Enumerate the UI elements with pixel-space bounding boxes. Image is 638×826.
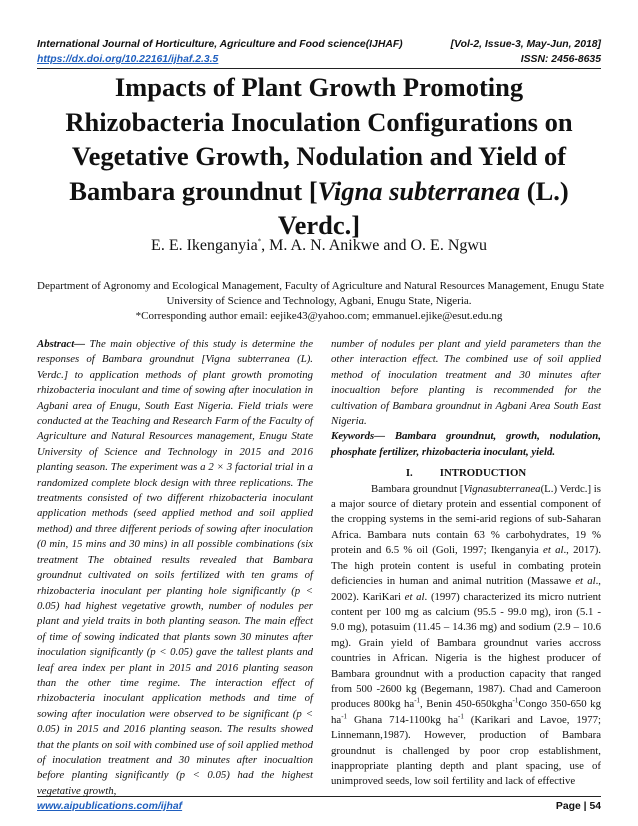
affiliation-line-2: University of Science and Technology, Agbani, Enugu State, Nigeria. [166,295,472,307]
abstract-continued: number of nodules per plant and yield parameters than the other interaction effect. The combined use of soil applied method of inoculation treatment and 30 minutes after inocualtion before planting is recommended for the cultivation of Bambara groundnut in Agbani Area South East Nigeria. [331,338,601,428]
affiliation-line-1: Department of Agronomy and Ecological Management, Faculty of Agriculture and Natural Resources Management, Enugu State [37,280,604,292]
page-number: Page | 54 [555,801,601,812]
doi-link[interactable]: https://dx.doi.org/10.22161/ijhaf.2.3.5 [37,54,219,65]
affiliation [37,279,604,324]
abstract-paragraph: Abstract— The main objective of this study is determine the responses of Bambara groundnut [Vigna subterranea (L). Verdc.] to application methods of plant growth promoting rhizobacteria inoculant and time of sowing after inoculation in Agbani area of Enugu, South East Nigeria. Field trials were conducted at the Teaching and Research Farm of the Faculty of Agriculture and Natural Resources management, Enugu State University of Science and Technology in 2015 and 2016 planting season. The experiment was a 2 × 3 factorial trial in a randomized complete block design with three replications. The treatments consisted of two different rhizobacteria inoculant application methods (seed applied method and soil applied method) and three different periods of sowing after inoculation (0 min, 15 mins and 30 mins) in all possible combinations (six treatment The obtained results revealed that Bambara groundnut cultivated on soils fertilized with ten grams of rhizobacteria inoculant per planting hole significantly (p < 0.05) had highest vegetative growth, number of nodules per plant and yield traits in both planting season. The main effect of time of sowing indicated that plants sown 30 minutes after inoculation significantly (p < 0.05) gave the tallest plants and leaf area index per plant in 2015 and 2016 planting season than the other time regime. The interaction effect of rhizobacteria inoculant application methods and time of sowing after inoculation were observed to be significant (p < 0.05) in 2015 and 2016 planting season. The results showed that the plants on soil with combined use of soil applied method of inoculation treatment and 30 minutes after inocualtion before planting significantly (p < 0.05) had the highest vegetative growth, [37,338,313,797]
section-heading-introduction: I. INTRODUCTION [405,467,527,480]
introduction-paragraph: Bambara groundnut [Vignasubterranea(L.) Verdc.] is a major source of dietary protein and essential component of the cropping systems in the semi-arid regions of sub-Saharan Africa. Bambara nuts contain 63 % carbohydrates, 19 % protein and 6.5 % oil (Goli, 1997; Ikenganyia et al., 2017). The high protein content is useful in combating protein deficiencies in human and animal nutrition (Massawe et al., 2002). KariKari et al. (1997) characterized its micro nutrient content per 100 mg as calcium (95.5 - 99.0 mg), iron (5.1 - 9.0 mg), potasuim (11.45 – 14.36 mg) and sodium (2.9 – 10.6 mg). Grain yield of Bambara groundnut varies accross countries in African. Nigeria is the highest producer of Bambara groundnut with a production capacity that ranged from 500 -2600 kg (Begemann, 1987). Chad and Cameroon produces 800kg $ha^{-1}$, Benin 450-650kgha$^{-1}$Congo 350-650 kg $ha^{-1}$ Ghana 714-1100kg $ha^{-1}$ (Karikari and Lavoe, 1977; Linnemann,1987). However, production of Bambara groundnut is challenged by poor crop establishment, inappropriate planting depth and plant spacing, use of unimproved seeds, low soil fertility and lack of effective [331,482,602,788]
volume-issue: [Vol-2, Issue-3, May-Jun, 2018] [450,39,601,50]
journal-name: International Journal of Horticulture, Agriculture and Food science(IJHAF) [37,39,403,50]
author-list: E. E. Ikenganyia*, M. A. N. Anikwe and O. E. Ngwu [151,237,487,254]
journal-website-link[interactable]: www.aipublications.com/ijhaf [37,801,183,812]
keywords: Keywords— Bambara groundnut, growth, nodulation, phosphate fertilizer, rhizobacteria inoculant, yield. [331,430,601,458]
corresponding-author: *Corresponding author email: eejike43@yahoo.com; emmanuel.ejike@esut.edu.ng [135,310,503,322]
header-rule [37,68,601,69]
issn: ISSN: 2456-8635 [520,54,601,65]
paper-title: Impacts of Plant Growth Promoting Rhizobacteria Inoculation Configurations on Vegetative Growth, Nodulation and Yield of Bambara groundnut [Vigna subterranea (L.) Verdc.] [65,72,573,240]
right-column [331,337,601,790]
footer-rule [37,796,601,797]
left-column [37,337,313,799]
